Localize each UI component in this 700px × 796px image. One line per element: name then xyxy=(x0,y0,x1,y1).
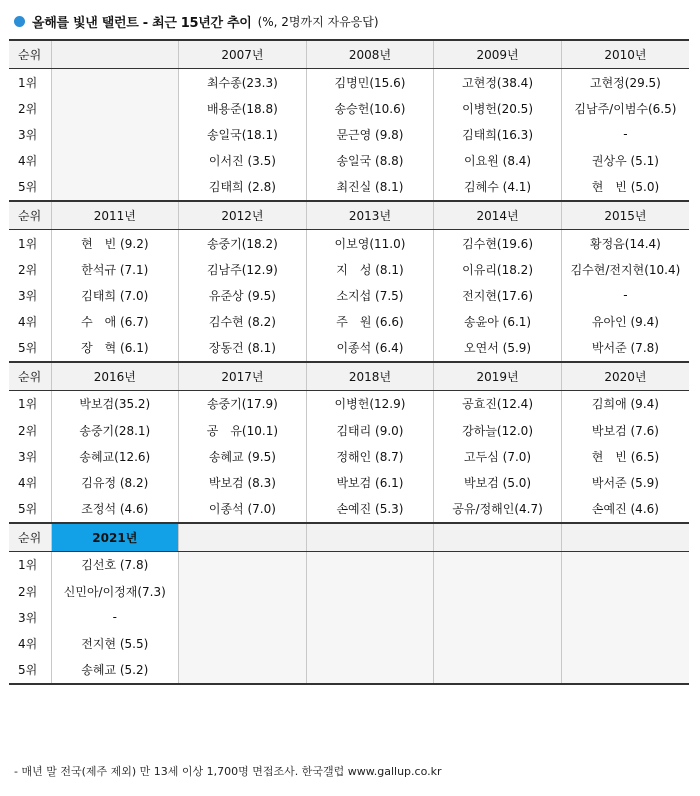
table-row xyxy=(9,335,689,362)
talent-cell xyxy=(306,578,434,604)
talent-cell: 고두심 (7.0) xyxy=(434,443,562,469)
talent-cell: 송중기(17.9) xyxy=(179,390,307,417)
talent-cell xyxy=(306,630,434,656)
year-header: 2007년 xyxy=(179,40,307,69)
talent-cell: 박서준 (7.8) xyxy=(561,335,689,362)
talent-cell: 송중기(18.2) xyxy=(179,229,307,256)
rank-header: 순위 xyxy=(9,40,51,69)
talent-cell: 공효진(12.4) xyxy=(434,390,562,417)
talent-cell: 박보검 (8.3) xyxy=(179,469,307,495)
rank-header: 순위 xyxy=(9,362,51,391)
talent-cell xyxy=(306,604,434,630)
talent-cell xyxy=(51,95,179,121)
talent-cell xyxy=(179,630,307,656)
rank-cell: 4위 xyxy=(9,148,51,174)
talent-cell: 유준상 (9.5) xyxy=(179,282,307,308)
talent-cell: 이유리(18.2) xyxy=(434,256,562,282)
year-header xyxy=(306,523,434,552)
year-header: 2014년 xyxy=(434,201,562,230)
talent-cell xyxy=(434,657,562,684)
rank-cell: 2위 xyxy=(9,256,51,282)
table-row xyxy=(9,417,689,443)
talent-cell xyxy=(434,604,562,630)
talent-cell: 이종석 (6.4) xyxy=(306,335,434,362)
talent-cell: 송중기(28.1) xyxy=(51,417,179,443)
talent-cell: 김태희 (7.0) xyxy=(51,282,179,308)
table-row xyxy=(9,174,689,201)
talent-cell: 정해인 (8.7) xyxy=(306,443,434,469)
talent-cell: 신민아/이정재(7.3) xyxy=(51,578,179,604)
table-row xyxy=(9,443,689,469)
table-row xyxy=(9,309,689,335)
talent-cell: 장동건 (8.1) xyxy=(179,335,307,362)
talent-cell: 고현정(29.5) xyxy=(561,69,689,96)
year-header: 2020년 xyxy=(561,362,689,391)
talent-cell: 김유정 (8.2) xyxy=(51,469,179,495)
talent-cell xyxy=(561,551,689,578)
year-header xyxy=(434,523,562,552)
talent-cell xyxy=(51,121,179,147)
talent-cell: 권상우 (5.1) xyxy=(561,148,689,174)
footnote: - 매년 말 전국(제주 제외) 만 13세 이상 1,700명 면접조사. 한국갤럽 www.gallup.co.kr xyxy=(14,765,442,778)
talent-cell: 김태희(16.3) xyxy=(434,121,562,147)
year-header-row xyxy=(9,40,689,69)
talent-cell: 송승헌(10.6) xyxy=(306,95,434,121)
table-row xyxy=(9,229,689,256)
rank-header: 순위 xyxy=(9,523,51,552)
table-row xyxy=(9,95,689,121)
table-row xyxy=(9,551,689,578)
talent-cell: 현 빈 (9.2) xyxy=(51,229,179,256)
talent-cell: 이병헌(20.5) xyxy=(434,95,562,121)
rank-cell: 5위 xyxy=(9,335,51,362)
chart-title xyxy=(14,9,379,33)
rank-cell: 1위 xyxy=(9,390,51,417)
year-header: 2016년 xyxy=(51,362,179,391)
talent-cell: 최수종(23.3) xyxy=(179,69,307,96)
talent-cell: 이보영(11.0) xyxy=(306,229,434,256)
talent-cell: 박보검 (5.0) xyxy=(434,469,562,495)
talent-cell: 김남주/이범수(6.5) xyxy=(561,95,689,121)
rank-cell: 4위 xyxy=(9,309,51,335)
talent-cell: 지 성 (8.1) xyxy=(306,256,434,282)
talent-cell: 손예진 (4.6) xyxy=(561,496,689,523)
talent-cell: 송윤아 (6.1) xyxy=(434,309,562,335)
talent-cell: 문근영 (9.8) xyxy=(306,121,434,147)
talent-cell: 송일국 (8.8) xyxy=(306,148,434,174)
bullet-icon xyxy=(14,16,25,27)
talent-cell: 김희애 (9.4) xyxy=(561,390,689,417)
talent-cell: 박보검 (7.6) xyxy=(561,417,689,443)
table-row xyxy=(9,469,689,495)
talent-cell: 김수현 (8.2) xyxy=(179,309,307,335)
talent-cell: 송일국(18.1) xyxy=(179,121,307,147)
talent-cell: 김수현/전지현(10.4) xyxy=(561,256,689,282)
talent-cell: 주 원 (6.6) xyxy=(306,309,434,335)
talent-cell: 이요원 (8.4) xyxy=(434,148,562,174)
talent-cell xyxy=(561,604,689,630)
rank-cell: 3위 xyxy=(9,604,51,630)
year-header xyxy=(51,40,179,69)
talent-cell: 이서진 (3.5) xyxy=(179,148,307,174)
talent-cell xyxy=(306,657,434,684)
talent-cell xyxy=(51,174,179,201)
talent-cell: 소지섭 (7.5) xyxy=(306,282,434,308)
talent-cell: - xyxy=(561,121,689,147)
talent-cell xyxy=(434,630,562,656)
year-header: 2013년 xyxy=(306,201,434,230)
year-header: 2015년 xyxy=(561,201,689,230)
talent-cell: 김혜수 (4.1) xyxy=(434,174,562,201)
talent-cell: - xyxy=(561,282,689,308)
rank-header: 순위 xyxy=(9,201,51,230)
talent-cell: 최진실 (8.1) xyxy=(306,174,434,201)
talent-cell: 한석규 (7.1) xyxy=(51,256,179,282)
rank-cell: 1위 xyxy=(9,551,51,578)
talent-cell xyxy=(179,551,307,578)
talent-cell xyxy=(561,630,689,656)
talent-cell: 박보검(35.2) xyxy=(51,390,179,417)
talent-cell: 송혜교 (9.5) xyxy=(179,443,307,469)
table-row xyxy=(9,256,689,282)
table-row xyxy=(9,657,689,684)
rank-cell: 1위 xyxy=(9,229,51,256)
table-row xyxy=(9,496,689,523)
talent-cell xyxy=(51,69,179,96)
talent-cell: 유아인 (9.4) xyxy=(561,309,689,335)
year-header-row xyxy=(9,362,689,391)
talent-cell xyxy=(51,148,179,174)
rank-cell: 3위 xyxy=(9,121,51,147)
rank-cell: 5위 xyxy=(9,657,51,684)
talent-cell: 이병헌(12.9) xyxy=(306,390,434,417)
table-row xyxy=(9,578,689,604)
year-header: 2010년 xyxy=(561,40,689,69)
talent-cell xyxy=(561,657,689,684)
title-text: 올해를 빛낸 탤런트 - 최근 15년간 추이 xyxy=(32,15,252,31)
year-header-row xyxy=(9,523,689,552)
talent-cell xyxy=(561,578,689,604)
table-row xyxy=(9,630,689,656)
talent-cell: - xyxy=(51,604,179,630)
talent-cell: 강하늘(12.0) xyxy=(434,417,562,443)
year-header: 2017년 xyxy=(179,362,307,391)
rank-cell: 3위 xyxy=(9,282,51,308)
talent-cell: 이종석 (7.0) xyxy=(179,496,307,523)
rank-cell: 5위 xyxy=(9,496,51,523)
year-header-row xyxy=(9,201,689,230)
rank-cell: 4위 xyxy=(9,630,51,656)
talent-cell: 박보검 (6.1) xyxy=(306,469,434,495)
subtitle-text: (%, 2명까지 자유응답) xyxy=(257,14,379,29)
talent-cell: 송혜교 (5.2) xyxy=(51,657,179,684)
table-row xyxy=(9,69,689,96)
talent-cell: 공 유(10.1) xyxy=(179,417,307,443)
talent-cell: 조정석 (4.6) xyxy=(51,496,179,523)
talent-cell: 수 애 (6.7) xyxy=(51,309,179,335)
table-row xyxy=(9,604,689,630)
year-header: 2019년 xyxy=(434,362,562,391)
talent-cell: 김태희 (2.8) xyxy=(179,174,307,201)
talent-cell: 현 빈 (5.0) xyxy=(561,174,689,201)
talent-cell: 손예진 (5.3) xyxy=(306,496,434,523)
year-header: 2008년 xyxy=(306,40,434,69)
year-header: 2012년 xyxy=(179,201,307,230)
talent-cell xyxy=(179,578,307,604)
talent-cell: 송혜교(12.6) xyxy=(51,443,179,469)
ranking-table xyxy=(9,39,689,685)
year-header xyxy=(179,523,307,552)
rank-cell: 2위 xyxy=(9,417,51,443)
talent-cell: 장 혁 (6.1) xyxy=(51,335,179,362)
talent-cell xyxy=(434,551,562,578)
year-header: 2011년 xyxy=(51,201,179,230)
talent-cell: 고현정(38.4) xyxy=(434,69,562,96)
talent-cell: 김수현(19.6) xyxy=(434,229,562,256)
talent-cell xyxy=(306,551,434,578)
year-header xyxy=(561,523,689,552)
talent-cell: 김태리 (9.0) xyxy=(306,417,434,443)
table-row xyxy=(9,121,689,147)
talent-cell xyxy=(434,578,562,604)
talent-cell xyxy=(179,604,307,630)
talent-cell: 김남주(12.9) xyxy=(179,256,307,282)
table-row xyxy=(9,148,689,174)
talent-cell: 공유/정해인(4.7) xyxy=(434,496,562,523)
talent-cell: 오연서 (5.9) xyxy=(434,335,562,362)
rank-cell: 2위 xyxy=(9,578,51,604)
rank-cell: 5위 xyxy=(9,174,51,201)
rank-cell: 4위 xyxy=(9,469,51,495)
rank-cell: 1위 xyxy=(9,69,51,96)
table-row xyxy=(9,282,689,308)
year-header: 2018년 xyxy=(306,362,434,391)
talent-cell: 전지현 (5.5) xyxy=(51,630,179,656)
rank-cell: 3위 xyxy=(9,443,51,469)
year-header: 2021년 xyxy=(51,523,179,552)
table-row xyxy=(9,390,689,417)
talent-cell: 전지현(17.6) xyxy=(434,282,562,308)
talent-cell: 김명민(15.6) xyxy=(306,69,434,96)
talent-cell: 김선호 (7.8) xyxy=(51,551,179,578)
talent-cell: 황정음(14.4) xyxy=(561,229,689,256)
talent-cell: 박서준 (5.9) xyxy=(561,469,689,495)
year-header: 2009년 xyxy=(434,40,562,69)
talent-cell: 현 빈 (6.5) xyxy=(561,443,689,469)
rank-cell: 2위 xyxy=(9,95,51,121)
talent-cell xyxy=(179,657,307,684)
talent-cell: 배용준(18.8) xyxy=(179,95,307,121)
